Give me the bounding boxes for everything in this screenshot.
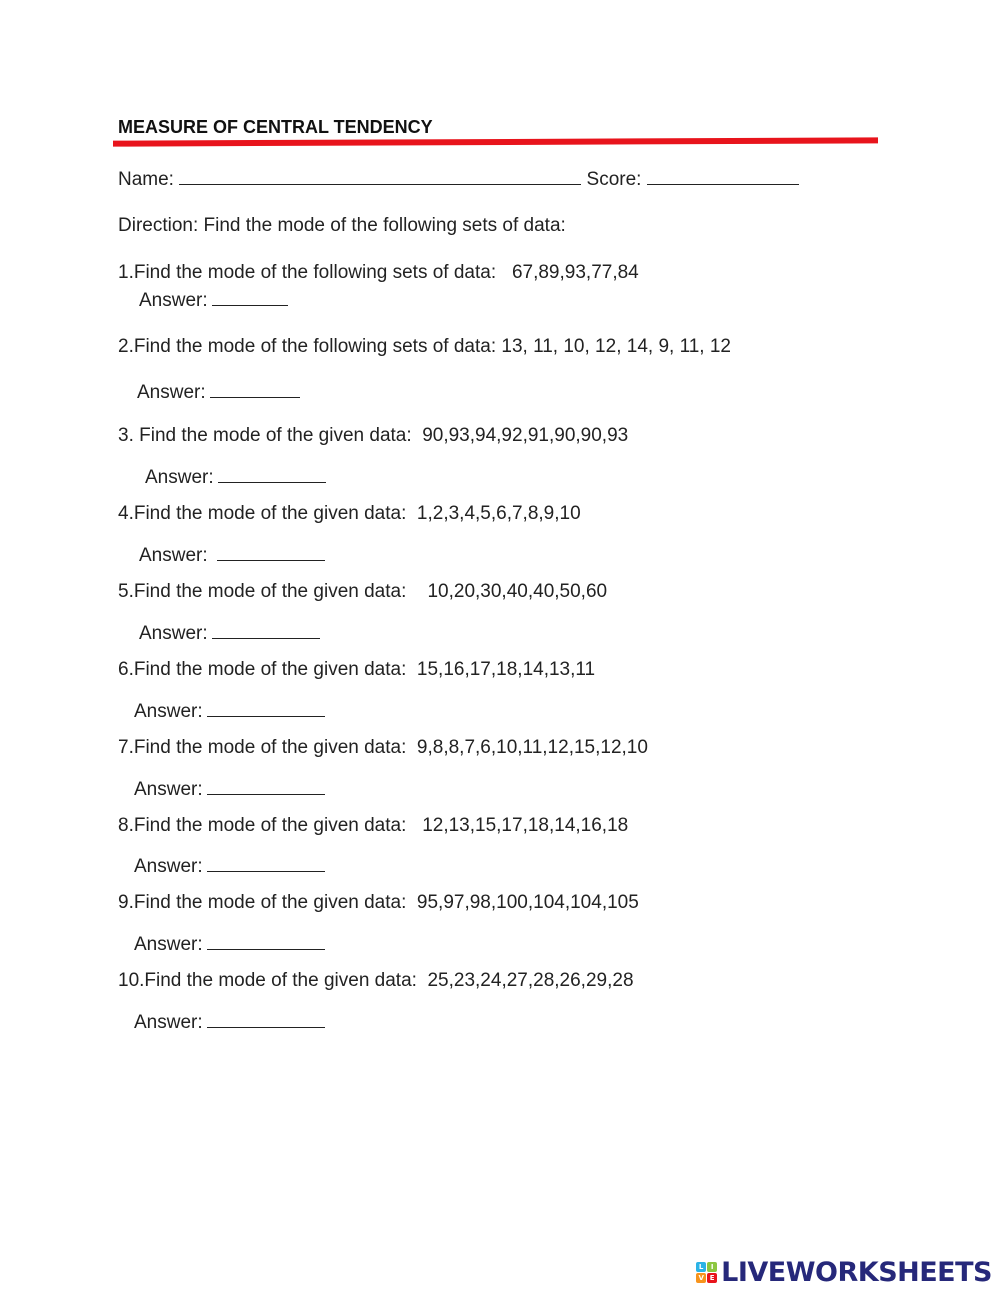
question-5: 5.Find the mode of the given data: 10,20,30,40,40,50,60 bbox=[118, 581, 608, 602]
score-field[interactable] bbox=[647, 166, 799, 185]
question-1: 1.Find the mode of the following sets of data: 67,89,93,77,84 bbox=[118, 262, 639, 283]
answer-row-4 bbox=[139, 542, 325, 567]
answer-row-10 bbox=[134, 1009, 325, 1034]
title-underline bbox=[113, 137, 878, 146]
answer-field-3[interactable] bbox=[218, 464, 326, 483]
answer-label: Answer: bbox=[137, 382, 206, 403]
answer-field-7[interactable] bbox=[207, 776, 325, 795]
answer-field-8[interactable] bbox=[207, 853, 325, 872]
answer-field-2[interactable] bbox=[210, 382, 300, 398]
answer-row-8 bbox=[134, 853, 325, 878]
liveworksheets-logo[interactable] bbox=[696, 1252, 992, 1292]
name-row bbox=[118, 166, 799, 191]
question-3: 3. Find the mode of the given data: 90,93,94,92,91,90,90,93 bbox=[118, 425, 629, 446]
answer-label: Answer: bbox=[134, 779, 203, 800]
answer-label: Answer: bbox=[134, 1012, 203, 1033]
answer-row-3 bbox=[145, 464, 326, 489]
answer-label: Answer: bbox=[139, 623, 208, 644]
answer-field-4[interactable] bbox=[217, 542, 325, 561]
answer-row-2 bbox=[137, 382, 300, 404]
answer-row-9 bbox=[134, 931, 325, 956]
answer-row-5 bbox=[139, 620, 320, 645]
score-label: Score: bbox=[586, 169, 642, 190]
question-4: 4.Find the mode of the given data: 1,2,3,4,5,6,7,8,9,10 bbox=[118, 503, 581, 524]
direction-text: Direction: Find the mode of the following sets of data: bbox=[118, 215, 566, 236]
logo-block: E bbox=[707, 1273, 717, 1283]
answer-label: Answer: bbox=[134, 934, 203, 955]
answer-field-10[interactable] bbox=[207, 1009, 325, 1028]
answer-label: Answer: bbox=[139, 290, 208, 311]
answer-label: Answer: bbox=[134, 856, 203, 877]
question-6: 6.Find the mode of the given data: 15,16,17,18,14,13,11 bbox=[118, 659, 596, 680]
answer-row-6 bbox=[134, 698, 325, 723]
answer-label: Answer: bbox=[145, 467, 214, 488]
answer-row-7 bbox=[134, 776, 325, 801]
answer-field-1[interactable] bbox=[212, 287, 288, 306]
question-8: 8.Find the mode of the given data: 12,13,15,17,18,14,16,18 bbox=[118, 815, 629, 836]
answer-field-6[interactable] bbox=[207, 698, 325, 717]
logo-block: I bbox=[707, 1262, 717, 1272]
answer-field-5[interactable] bbox=[212, 620, 320, 639]
logo-text: LIVEWORKSHEETS bbox=[721, 1256, 992, 1288]
logo-block: V bbox=[696, 1273, 706, 1283]
question-10: 10.Find the mode of the given data: 25,23,24,27,28,26,29,28 bbox=[118, 970, 634, 991]
name-label: Name: bbox=[118, 169, 174, 190]
answer-row-1 bbox=[139, 287, 288, 312]
name-field[interactable] bbox=[179, 166, 581, 185]
answer-field-9[interactable] bbox=[207, 931, 325, 950]
answer-label: Answer: bbox=[134, 701, 203, 722]
answer-label: Answer: bbox=[139, 545, 208, 566]
logo-block: L bbox=[696, 1262, 706, 1272]
question-7: 7.Find the mode of the given data: 9,8,8,7,6,10,11,12,15,12,10 bbox=[118, 737, 648, 758]
question-2: 2.Find the mode of the following sets of data: 13, 11, 10, 12, 14, 9, 11, 12 bbox=[118, 336, 731, 357]
question-9: 9.Find the mode of the given data: 95,97,98,100,104,104,105 bbox=[118, 892, 639, 913]
logo-blocks-icon bbox=[696, 1262, 717, 1283]
worksheet-title: MEASURE OF CENTRAL TENDENCY bbox=[118, 117, 433, 137]
